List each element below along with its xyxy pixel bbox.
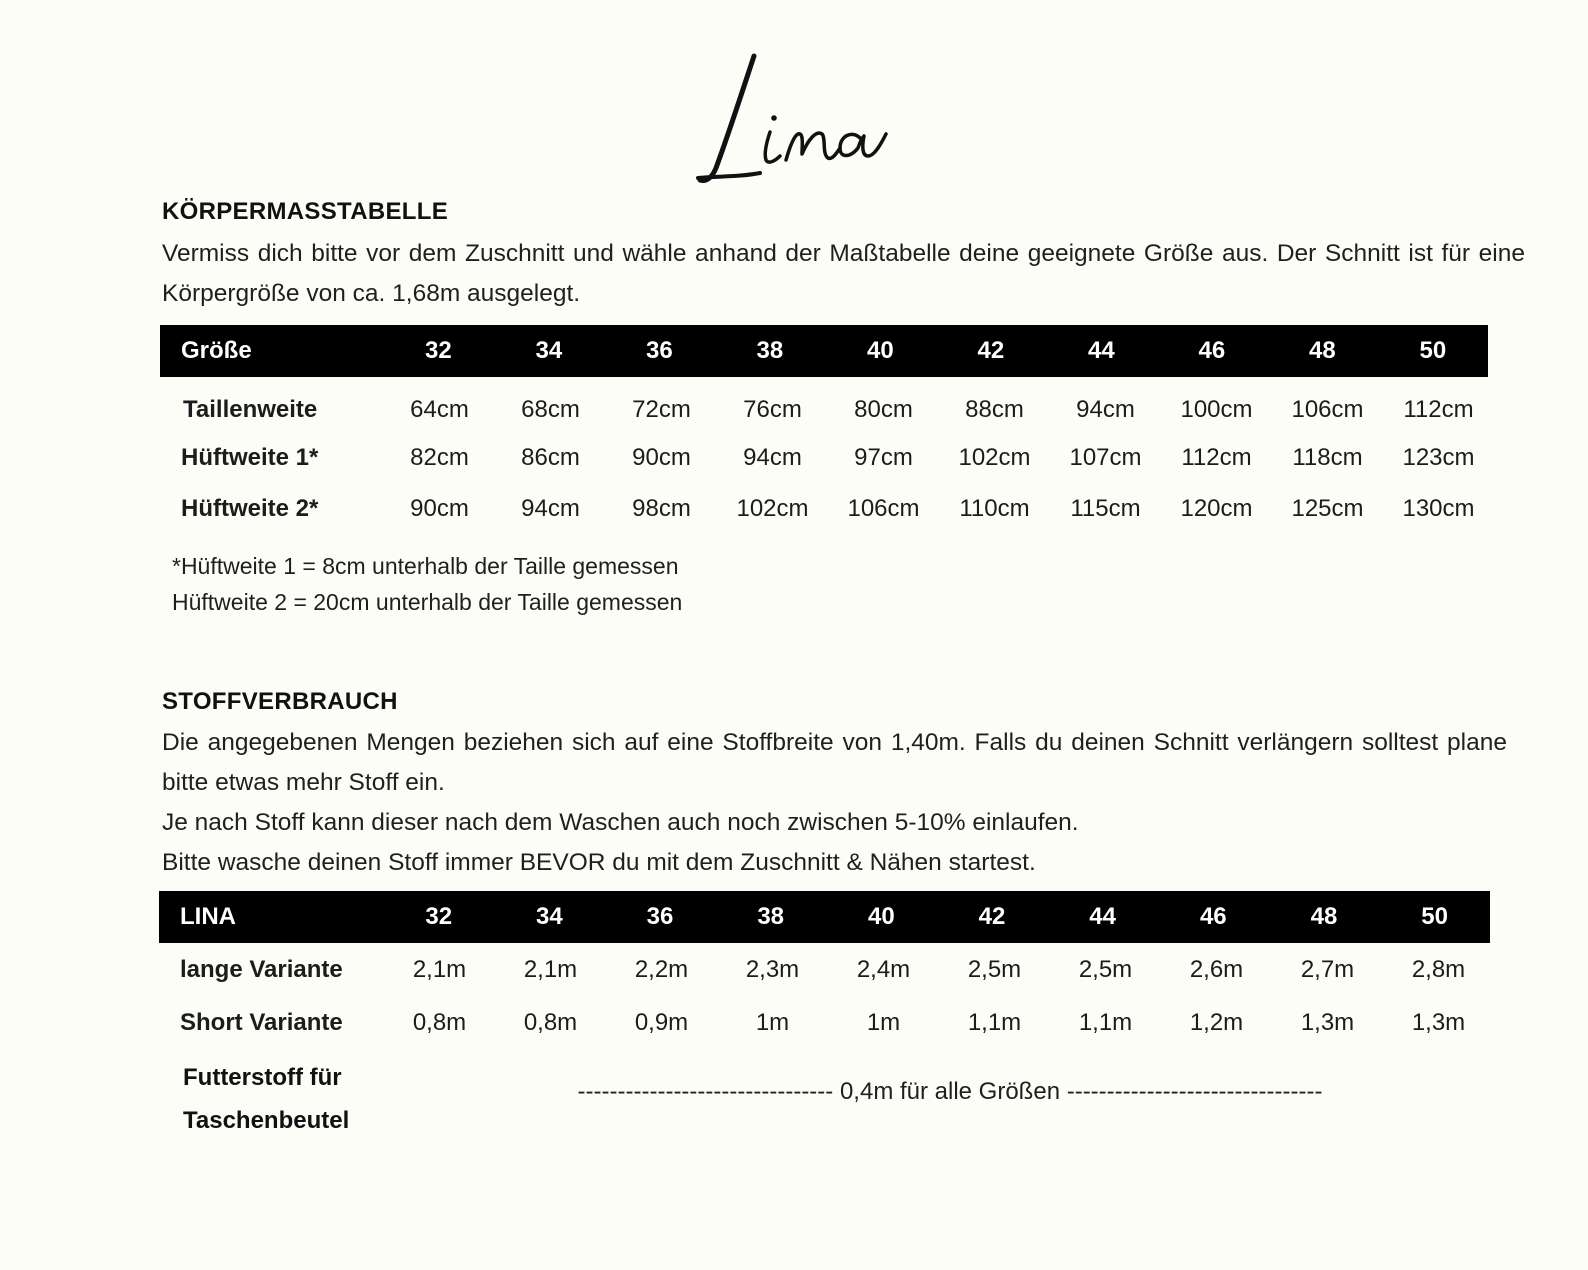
- size-header-cell: 38: [757, 903, 785, 930]
- table-cell: 94cm: [1076, 396, 1135, 423]
- footnote-hip-2: Hüftweite 2 = 20cm unterhalb der Taille gemessen: [172, 589, 683, 615]
- table-cell: 1m: [755, 1009, 790, 1036]
- table-cell: 90cm: [632, 444, 691, 471]
- size-header-cell: 32: [424, 337, 452, 364]
- table-cell: 94cm: [743, 444, 802, 471]
- table-cell: 0,8m: [523, 1009, 578, 1036]
- row-label: Taillenweite: [183, 396, 318, 423]
- footnote-hip-1: *Hüftweite 1 = 8cm unterhalb der Taille gemessen: [172, 553, 679, 579]
- size-header-cell: 40: [866, 337, 894, 364]
- table-cell: 118cm: [1292, 444, 1363, 471]
- table-row-hip-1: [160, 440, 1494, 476]
- fabric-table-header: [159, 891, 1490, 943]
- table-cell: 102cm: [736, 495, 809, 522]
- table-cell: 1,1m: [967, 1009, 1022, 1036]
- table-cell: 100cm: [1180, 396, 1253, 423]
- lining-label-line-1: Futterstoff für: [183, 1064, 342, 1091]
- table-cell: 2,3m: [745, 956, 800, 983]
- size-header-cell: 38: [756, 337, 784, 364]
- table-cell: 107cm: [1069, 444, 1142, 471]
- size-header-cell: 48: [1310, 903, 1338, 930]
- size-header-cell: 40: [867, 903, 895, 930]
- lining-fabric-label: [183, 1056, 349, 1142]
- size-header-cell: 44: [1089, 903, 1116, 930]
- size-header-cell: 50: [1419, 337, 1447, 364]
- table-cell: 2,2m: [634, 956, 689, 983]
- table-cell: 68cm: [521, 396, 580, 423]
- fabric-usage-wash-note: Bitte wasche deinen Stoff immer BEVOR du mit dem Zuschnitt & Nähen startest.: [162, 849, 1036, 876]
- table-cell: 102cm: [958, 444, 1031, 471]
- table-cell: 120cm: [1180, 495, 1253, 522]
- table-cell: 123cm: [1402, 444, 1475, 471]
- row-label: lange Variante: [180, 956, 343, 983]
- table-cell: 86cm: [521, 444, 580, 471]
- size-header-cell: 46: [1199, 903, 1227, 930]
- table-row-short-variant: [159, 1005, 1494, 1041]
- table-row-hip-2: [160, 491, 1494, 527]
- table-cell: 94cm: [521, 495, 580, 522]
- table-cell: 1m: [866, 1009, 901, 1036]
- size-header-cell: 34: [536, 903, 563, 930]
- size-header-cell: 42: [977, 337, 1005, 364]
- table-cell: 90cm: [410, 495, 469, 522]
- fabric-usage-intro-text: Die angegebenen Mengen beziehen sich auf eine Stoffbreite von 1,40m. Falls du deinen Schnitt verlängern solltest plane bitte etwas mehr Stoff ein.: [162, 729, 1507, 796]
- table-cell: 0,9m: [634, 1009, 689, 1036]
- lina-logo: [690, 50, 900, 195]
- size-header-cell: 32: [425, 903, 453, 930]
- table-cell: 2,5m: [1078, 956, 1133, 983]
- table-cell: 72cm: [632, 396, 691, 423]
- body-measurement-intro-text: Vermiss dich bitte vor dem Zuschnitt und wähle anhand der Maßtabelle deine geeignete Größe aus. Der Schnitt ist für eine Körpergröße von ca. 1,68m ausgelegt.: [162, 240, 1525, 307]
- table-cell: 106cm: [847, 495, 920, 522]
- body-measurement-intro: [162, 234, 1525, 314]
- fabric-usage-title: STOFFVERBRAUCH: [162, 688, 398, 715]
- fabric-usage-intro: [162, 723, 1507, 883]
- body-measurement-title: KÖRPERMASSTABELLE: [162, 198, 448, 225]
- table-cell: 98cm: [632, 495, 691, 522]
- table-row-waist: [160, 392, 1494, 428]
- size-header-label: Größe: [181, 337, 252, 364]
- table-cell: 1,2m: [1189, 1009, 1244, 1036]
- table-cell: 2,4m: [856, 956, 911, 983]
- row-label: Hüftweite 2*: [181, 495, 319, 522]
- table-cell: 2,8m: [1411, 956, 1466, 983]
- lining-label-line-2: Taschenbeutel: [183, 1107, 350, 1134]
- row-label: Hüftweite 1*: [181, 444, 319, 471]
- table-cell: 88cm: [965, 396, 1024, 423]
- table-cell: 130cm: [1402, 495, 1475, 522]
- size-header-cell: 46: [1198, 337, 1226, 364]
- table-row-long-variant: [159, 952, 1494, 988]
- table-cell: 82cm: [410, 444, 469, 471]
- table-cell: 2,1m: [412, 956, 467, 983]
- table-cell: 80cm: [854, 396, 913, 423]
- table-cell: 106cm: [1291, 396, 1364, 423]
- table-cell: 110cm: [959, 495, 1030, 522]
- size-header-cell: 34: [535, 337, 563, 364]
- fabric-usage-shrink-note: Je nach Stoff kann dieser nach dem Waschen auch noch zwischen 5-10% einlaufen.: [162, 809, 1079, 836]
- table-cell: 112cm: [1403, 396, 1474, 423]
- size-header-cell: 44: [1087, 337, 1115, 364]
- table-cell: 2,5m: [967, 956, 1022, 983]
- size-table-header: [160, 325, 1488, 377]
- size-header-cell: 50: [1421, 903, 1448, 930]
- table-cell: 64cm: [410, 396, 469, 423]
- table-cell: 112cm: [1181, 444, 1252, 471]
- table-cell: 0,8m: [412, 1009, 467, 1036]
- table-cell: 125cm: [1291, 495, 1364, 522]
- table-cell: 1,1m: [1078, 1009, 1133, 1036]
- fabric-header-label: LINA: [180, 903, 236, 930]
- table-cell: 97cm: [854, 444, 913, 471]
- lina-script-logo-icon: [690, 50, 900, 195]
- table-cell: 1,3m: [1300, 1009, 1355, 1036]
- table-cell: 76cm: [743, 396, 802, 423]
- hip-footnotes: [172, 548, 682, 620]
- row-label: Short Variante: [180, 1009, 343, 1036]
- table-cell: 1,3m: [1411, 1009, 1466, 1036]
- table-cell: 115cm: [1070, 495, 1141, 522]
- table-cell: 2,7m: [1300, 956, 1355, 983]
- lining-fabric-value: -------------------------------- 0,4m für alle Größen --------------------------------: [577, 1078, 1323, 1105]
- size-header-cell: 48: [1308, 337, 1336, 364]
- size-header-cell: 36: [646, 903, 674, 930]
- size-header-cell: 36: [645, 337, 673, 364]
- table-cell: 2,6m: [1189, 956, 1244, 983]
- size-header-cell: 42: [978, 903, 1006, 930]
- table-cell: 2,1m: [523, 956, 578, 983]
